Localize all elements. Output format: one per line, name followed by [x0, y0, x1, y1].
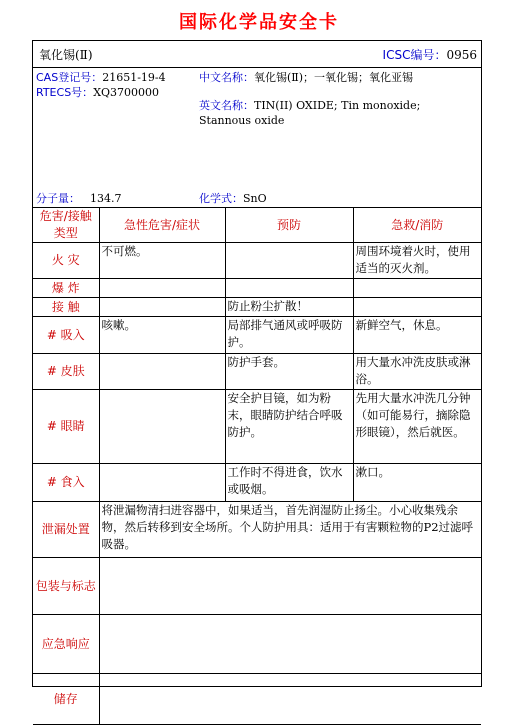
row-label: # 皮肤 [33, 354, 99, 390]
rtecs-field [36, 85, 159, 100]
row-label: 泄漏处置 [33, 502, 99, 558]
cell-prevention: 安全护目镜，如为粉末，眼睛防护结合呼吸防护。 [225, 390, 353, 464]
en-name-value: TIN(II) OXIDE; Tin monoxide; Stannous oxide [199, 99, 421, 127]
cas-field [36, 70, 166, 85]
cell-prevention [225, 279, 353, 298]
cell-firstaid: 周围环境着火时，使用适当的灭火剂。 [353, 243, 481, 279]
rtecs-label: RTECS号： [36, 86, 94, 99]
safety-card [32, 40, 482, 706]
cell-firstaid [353, 279, 481, 298]
cn-name-label: 中文名称： [199, 71, 254, 84]
cell-prevention: 局部排气通风或呼吸防护。 [225, 317, 353, 354]
row-label: # 眼睛 [33, 390, 99, 464]
cell-acute [99, 464, 225, 502]
cell-firstaid: 先用大量水冲洗几分钟（如可能易行，摘除隐形眼镜），然后就医。 [353, 390, 481, 464]
en-name-field [199, 98, 469, 128]
cell-text [99, 674, 481, 725]
col-prevention: 预防 [225, 208, 353, 243]
info-block [33, 68, 481, 208]
cell-firstaid: 用大量水冲洗皮肤或淋浴。 [353, 354, 481, 390]
cas-label: CAS登记号： [36, 71, 103, 84]
row-skin [33, 354, 481, 390]
row-label: # 食入 [33, 464, 99, 502]
chemical-name: 氧化锡(Ⅱ) [39, 48, 93, 62]
formula-label: 化学式： [199, 192, 243, 205]
row-storage [33, 674, 481, 725]
en-name-label: 英文名称： [199, 99, 254, 112]
row-packaging [33, 558, 481, 615]
mw-value: 134.7 [90, 192, 122, 205]
cell-text [99, 558, 481, 615]
cell-firstaid: 新鲜空气，休息。 [353, 317, 481, 354]
header-row [33, 41, 481, 68]
cell-acute [99, 298, 225, 317]
cell-prevention [225, 243, 353, 279]
cas-value: 21651-19-4 [102, 71, 166, 84]
mw-label: 分子量： [36, 192, 80, 205]
cell-prevention: 工作时不得进食，饮水或吸烟。 [225, 464, 353, 502]
row-contact [33, 298, 481, 317]
cell-acute: 不可燃。 [99, 243, 225, 279]
row-eyes [33, 390, 481, 464]
row-label: 储存 [33, 674, 99, 725]
card-title: 国际化学品安全卡 [179, 12, 339, 33]
row-label: 接 触 [33, 298, 99, 317]
cn-name-value: 氧化锡(Ⅱ)；一氧化锡；氧化亚锡 [254, 71, 414, 84]
rtecs-value: XQ3700000 [93, 86, 160, 99]
cell-text [99, 615, 481, 674]
col-firstaid: 急救/消防 [353, 208, 481, 243]
cell-acute [99, 354, 225, 390]
icsc-value: 0956 [446, 48, 477, 62]
formula-value: SnO [243, 192, 267, 205]
cell-text: 将泄漏物清扫进容器中，如果适当，首先润湿防止扬尘。小心收集残余物，然后转移到安全场所。个人防护用具：适用于有害颗粒物的P2过滤呼吸器。 [99, 502, 481, 558]
cell-acute: 咳嗽。 [99, 317, 225, 354]
row-label: 火 灾 [33, 243, 99, 279]
icsc-label: ICSC编号： [382, 48, 447, 62]
cell-firstaid: 漱口。 [353, 464, 481, 502]
row-label: 爆 炸 [33, 279, 99, 298]
cell-prevention: 防护手套。 [225, 354, 353, 390]
row-label: 应急响应 [33, 615, 99, 674]
cell-acute [99, 390, 225, 464]
row-inhalation [33, 317, 481, 354]
cn-name-field [199, 70, 469, 85]
row-emergency [33, 615, 481, 674]
row-explosion [33, 279, 481, 298]
icsc-number [383, 46, 477, 63]
row-ingestion [33, 464, 481, 502]
col-type: 危害/接触类型 [33, 208, 99, 243]
cell-firstaid [353, 298, 481, 317]
row-fire [33, 243, 481, 279]
hazard-table [33, 208, 481, 725]
row-label: # 吸入 [33, 317, 99, 354]
formula-field [199, 191, 267, 206]
col-acute: 急性危害/症状 [99, 208, 225, 243]
mw-field [36, 191, 122, 206]
row-label: 包装与标志 [33, 558, 99, 615]
cell-prevention: 防止粉尘扩散！ [225, 298, 353, 317]
column-header-row [33, 208, 481, 243]
cell-acute [99, 279, 225, 298]
row-spillage [33, 502, 481, 558]
